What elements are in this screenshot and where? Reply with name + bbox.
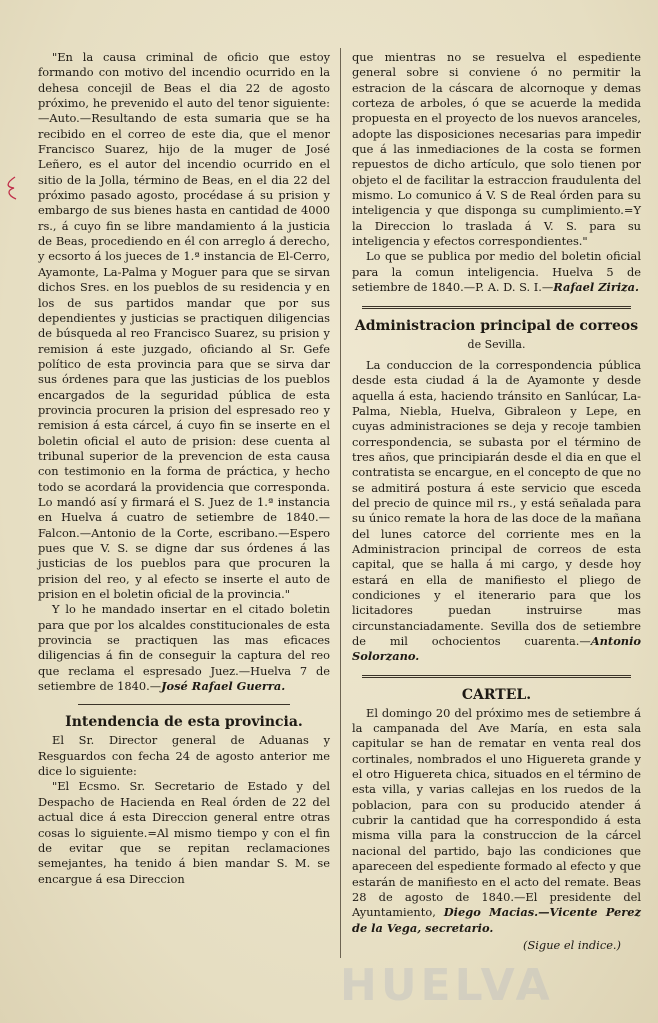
margin-pencil-mark	[4, 175, 18, 201]
signature-macias: Diego Macias.—Vicente Perez de la Vega, secretario.	[352, 905, 642, 935]
heading-intendencia: Intendencia de esta provincia.	[65, 714, 303, 731]
heading-cartel: CARTEL.	[461, 686, 532, 703]
right-column	[352, 50, 641, 953]
left-column	[38, 50, 330, 887]
section-rule	[78, 704, 290, 705]
section-rule	[362, 675, 631, 678]
continued-note: (Sigue el indice.)	[523, 937, 621, 952]
director-paragraph: El Sr. Director general de Aduanas y Resguardos con fecha 24 de agosto anterior me dice lo siguiente:	[38, 733, 330, 779]
subheading-sevilla: de Sevilla.	[467, 337, 526, 351]
archive-watermark: HUELVA	[340, 960, 554, 1011]
heading-correos: Administracion principal de correos	[354, 317, 639, 334]
insertion-paragraph: Y lo he mandado insertar en el citado boletin para que por los alcaldes constitucionales de esta provincia se practiquen las mas eficaces diligencias á fin de conseguir la captura del reo que reclama el espresado Juez.—Huelva 7 de setiembre de 1840.—José Rafael Guerra.	[38, 602, 330, 694]
correos-paragraph: La conduccion de la correspondencia pública desde esta ciudad á la de Ayamonte y desde aquella á esta, haciendo tránsito en Sanlúcar, La-Palma, Niebla, Huelva, Gibraleon y Lepe, en cuyas administraciones se deja y recoje tambien correspondencia, se subasta por el término de tres años, que principiarán desde el dia en que el contratista se encargue, en el concepto de que no se admitirá postura á este servicio que esceda del precio de quince mil rs., y está señalada para su único remate la hora de las doce de la mañana del lunes catorce del corriente mes en la Administracion principal de correos de esta capital, que se halla á mi cargo, y desde hoy estará en ella de manifiesto el pliego de condiciones y el itenerario para que los licitadores puedan instruirse mas circunstanciadamente. Sevilla dos de setiembre de mil ochocientos cuarenta.—Antonio Solorzano.	[352, 357, 641, 664]
real-orden-paragraph: "El Ecsmo. Sr. Secretario de Estado y del Despacho de Hacienda en Real órden de 22 del actual dice á esta Direccion general entre otras cosas lo siguiente.=Al mismo tiempo y con el fin de evitar que se repitan reclamaciones semejantes, ha tenido á bien mandar S. M. se encargue á esa Direccion	[38, 779, 330, 886]
signature-ziriza: Rafael Ziriza.	[553, 280, 639, 295]
section-rule	[362, 306, 631, 309]
publication-paragraph: Lo que se publica por medio del boletin oficial para la comun inteligencia. Huelva 5 de setiembre de 1840.—P. A. D. S. I.—Rafael Ziriza.	[352, 249, 641, 295]
cartel-paragraph: El domingo 20 del próximo mes de setiembre á la campanada del Ave María, en esta sala capitular se han de rematar en venta real dos cortinales, nombrados el uno Higuereta grande y el otro Higuereta chica, situados en el término de esta villa, y varias callejas en los ruedos de la poblacion, para con su producido atender á cubrir la cantidad que ha correspondido á esta misma villa para la construccion de la cárcel nacional del partido, bajo las condiciones que apareceen del espediente formado al efecto y que estarán de manifiesto en el acto del remate. Beas 28 de agosto de 1840.—El presidente del Ayuntamiento, Diego Macias.—Vicente Perez de la Vega, secretario.	[352, 705, 642, 935]
continuation-paragraph: que mientras no se resuelva el espediente general sobre si conviene ó no permitir la estracion de la cáscara de alcornoque y demas corteza de arboles, ó que se acuerde la medida propuesta en el proyecto de los nuevos aranceles, adopte las disposiciones necesarias para impedir que á las inmediaciones de la costa se formen repuestos de dicho artículo, que solo tienen por objeto el de facilitar la estraccion fraudulenta del mismo. Lo comunico á V. S de Real órden para su inteligencia y que disponga su cumplimiento.=Y la Direccion lo traslada á V. S. para su inteligencia y efectos correspondientes."	[352, 50, 641, 249]
signature-guerra: José Rafael Guerra.	[161, 679, 286, 694]
signature-solorzano: Antonio Solorzano.	[352, 634, 641, 664]
column-divider	[340, 48, 341, 958]
court-order-paragraph: "En la causa criminal de oficio que estoy formando con motivo del incendio ocurrido en la dehesa concejil de Beas el dia 22 de agosto próximo, he prevenido el auto del tenor siguiente:—Auto.—Resultando de esta sumaria que se ha recibido en el correo de este dia, que el menor Francisco Suarez, hijo de la muger de José Leñero, es el autor del incendio ocurrido en el sitio de la Jolla, término de Beas, en el dia 22 del próximo pasado agosto, procédase á su prision y embargo de sus bienes hasta en cantidad de 4000 rs., á cuyo fin se libre mandamiento á la justicia de Beas, procediendo en él con arreglo á derecho, y ecsorto á los jueces de 1.ª instancia de El-Cerro, Ayamonte, La-Palma y Moguer para que se sirvan dichos Sres. en los pueblos de su residencia y en los de sus partidos mandar que por sus dependientes y justicias se practiquen diligencias de búsqueda al reo Francisco Suarez, su prision y remision á este juzgado, oficiando al Sr. Gefe político de esta provincia para que se sirva dar sus órdenes para que las justicias de los pueblos encargados de la seguridad pública de esta provincia procuren la prision del espresado reo y remision á esta cárcel, á cuyo fin se inserte en el boletin oficial el auto de prision: dese cuenta al tribunal superior de la prevencion de esta causa con testimonio en la forma de práctica, y hecho todo se acordará la providencia que corresponda. Lo mandó así y firmará el S. Juez de 1.ª instancia en Huelva á cuatro de setiembre de 1840.—Falcon.—Antonio de la Corte, escribano.—Espero pues que V. S. se digne dar sus órdenes á las justicias de los pueblos para que procuren la prision del reo, y al efecto se inserte el auto de prision en el boletin oficial de la provincia."	[38, 50, 330, 602]
